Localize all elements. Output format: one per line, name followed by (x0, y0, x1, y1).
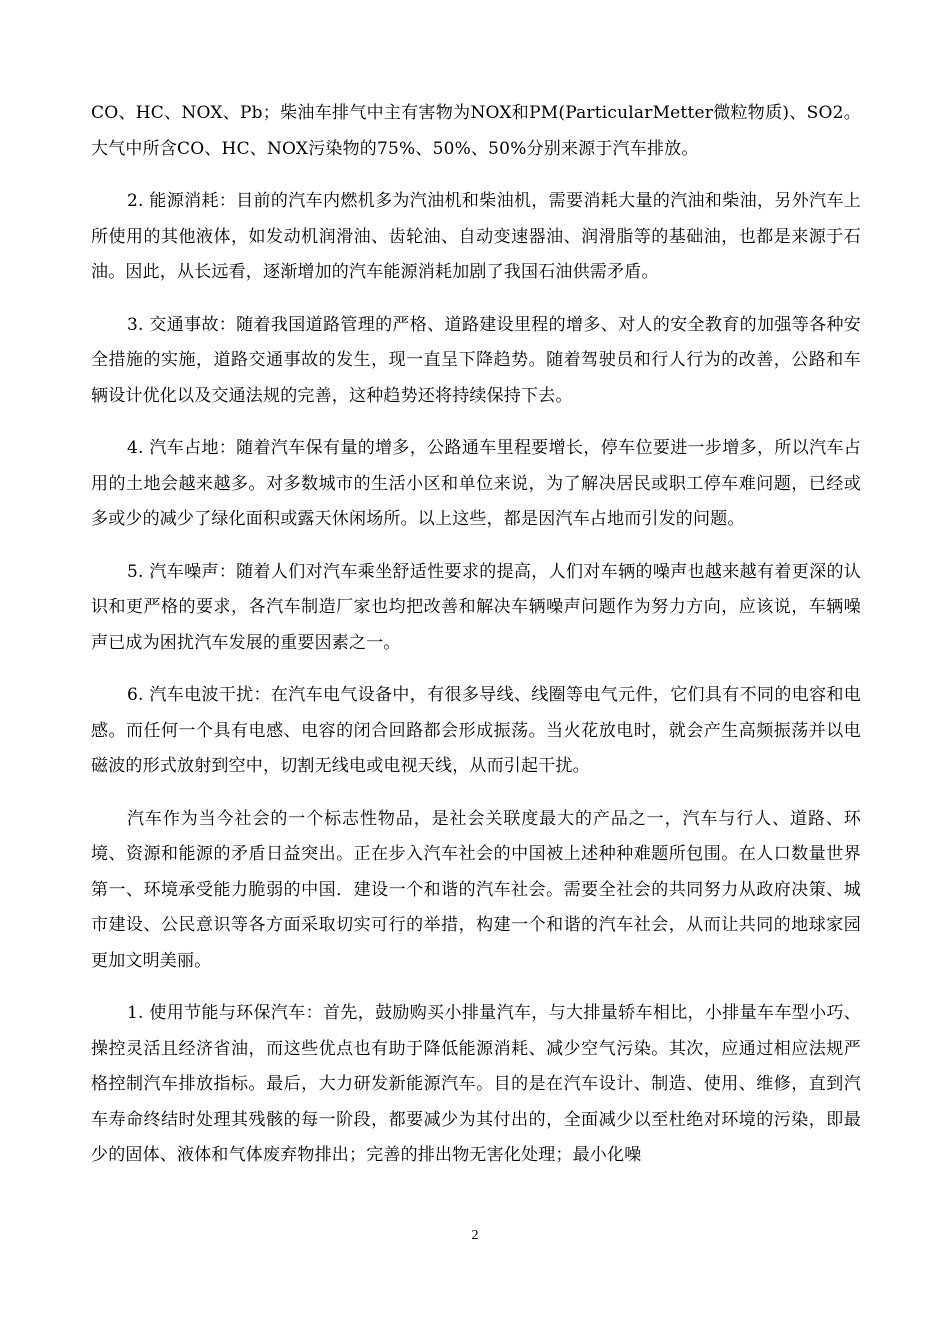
paragraph-harmonious-society: 汽车作为当今社会的一个标志性物品，是社会关联度最大的产品之一，汽车与行人、道路、环境、资源和能源的矛盾日益突出。正在步入汽车社会的中国被上述种种难题所包围。在人口数量世界第一、环境承受能力脆弱的中国．建设一个和谐的汽车社会。需要全社会的共同努力从政府决策、城市建设、公民意识等各方面采取切实可行的举措，构建一个和谐的汽车社会，从而让共同的地球家园更加文明美丽。 (91, 808, 861, 971)
paragraph-radio-interference: 6. 汽车电波干扰：在汽车电气设备中，有很多导线、线圈等电气元件，它们具有不同的电容和电感。而任何一个具有电感、电容的闭合回路都会形成振荡。当火花放电时，就会产生高频振荡并以电磁波的形式放射到空中，切割无线电或电视天线，从而引起干扰。 (91, 685, 861, 776)
page-number: 2 (471, 1228, 479, 1243)
paragraph-vehicle-noise: 5. 汽车噪声：随着人们对汽车乘坐舒适性要求的提高，人们对车辆的噪声也越来越有着更深的认识和更严格的要求，各汽车制造厂家也均把改善和解决车辆噪声问题作为努力方向，应该说，车辆噪声已成为困扰汽车发展的重要因素之一。 (91, 561, 861, 653)
paragraph-emissions-continued: CO、HC、NOX、Pb；柴油车排气中主有害物为NOX和PM(ParticularMetter微粒物质)、SO2。大气中所含CO、HC、NOX污染物的75%、50%、50%分别来源于汽车排放。 (91, 103, 861, 159)
paragraph-traffic-accidents: 3. 交通事故：随着我国道路管理的严格、道路建设里程的增多、对人的安全教育的加强等各种安全措施的实施，道路交通事故的发生，现一直呈下降趋势。随着驾驶员和行人行为的改善，公路和车辆设计优化以及交通法规的完善，这种趋势还将持续保持下去。 (91, 314, 861, 406)
paragraph-green-vehicles: 1. 使用节能与环保汽车：首先，鼓励购买小排量汽车，与大排量轿车相比，小排量车车型小巧、操控灵活且经济省油，而这些优点也有助于降低能源消耗、减少空气污染。其次，应通过相应法规严格控制汽车排放指标。最后，大力研发新能源汽车。目的是在汽车设计、制造、使用、维修，直到汽车寿命终结时处理其残骸的每一阶段，都要减少为其付出的，全面减少以至杜绝对环境的污染，即最少的固体、液体和气体废弃物排出；完善的排出物无害化处理；最小化噪 (91, 1003, 861, 1165)
document-body (91, 96, 861, 1191)
paragraph-land-use: 4. 汽车占地：随着汽车保有量的增多，公路通车里程要增长，停车位要进一步增多，所以汽车占用的土地会越来越多。对多数城市的生活小区和单位来说，为了解决居民或职工停车难问题，已经或多或少的减少了绿化面积或露天休闲场所。以上这些，都是因汽车占地而引发的问题。 (91, 438, 861, 529)
paragraph-energy-consumption: 2. 能源消耗：目前的汽车内燃机多为汽油机和柴油机，需要消耗大量的汽油和柴油，另外汽车上所使用的其他液体，如发动机润滑油、齿轮油、自动变速器油、润滑脂等的基础油，也都是来源于石油。因此，从长远看，逐渐增加的汽车能源消耗加剧了我国石油供需矛盾。 (91, 191, 861, 282)
